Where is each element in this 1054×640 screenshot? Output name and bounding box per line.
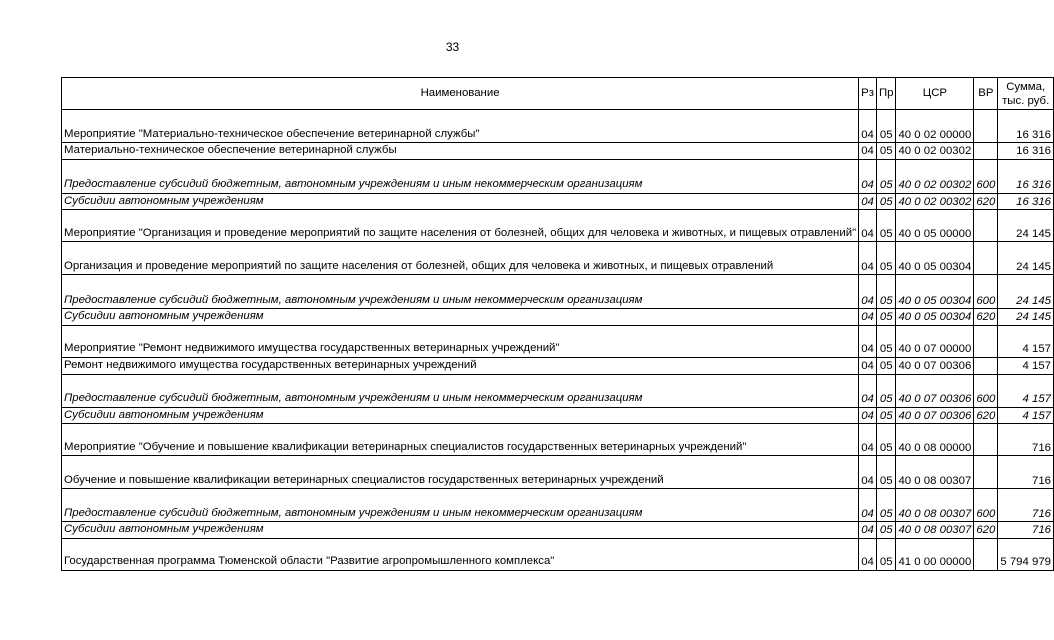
cell-pr: 05 <box>876 407 896 424</box>
cell-name: Мероприятие "Организация и проведение мероприятий по защите населения от болезней, общих для человека и животных, и пищевых отравлений" <box>62 210 859 242</box>
cell-vr <box>974 424 998 456</box>
cell-csr: 41 0 00 00000 <box>896 538 974 570</box>
cell-vr: 600 <box>974 159 998 193</box>
cell-vr <box>974 538 998 570</box>
header-csr: ЦСР <box>896 78 974 110</box>
cell-name: Предоставление субсидий бюджетным, автономным учреждениям и иным некоммерческим организациям <box>62 374 859 407</box>
cell-vr <box>974 110 998 143</box>
table-header-row <box>62 78 1054 110</box>
header-pr: Пр <box>876 78 896 110</box>
table-row <box>62 489 1054 522</box>
cell-sum: 716 <box>998 424 1054 456</box>
table-row <box>62 424 1054 456</box>
cell-rz: 04 <box>859 424 877 456</box>
cell-pr: 05 <box>876 522 896 539</box>
table-row <box>62 309 1054 326</box>
cell-pr: 05 <box>876 143 896 160</box>
cell-vr <box>974 143 998 160</box>
cell-pr: 05 <box>876 374 896 407</box>
table-row <box>62 143 1054 160</box>
table-row <box>62 407 1054 424</box>
cell-sum: 4 157 <box>998 407 1054 424</box>
cell-pr: 05 <box>876 242 896 275</box>
cell-sum: 16 316 <box>998 110 1054 143</box>
cell-name: Государственная программа Тюменской области "Развитие агропромышленного комплекса" <box>62 538 859 570</box>
cell-sum: 24 145 <box>998 275 1054 309</box>
cell-sum: 716 <box>998 489 1054 522</box>
cell-name: Материально-техническое обеспечение ветеринарной службы <box>62 143 859 160</box>
table-body <box>62 110 1054 571</box>
cell-name: Субсидии автономным учреждениям <box>62 522 859 539</box>
table-row <box>62 110 1054 143</box>
cell-rz: 04 <box>859 522 877 539</box>
cell-csr: 40 0 08 00000 <box>896 424 974 456</box>
table-row <box>62 193 1054 210</box>
cell-pr: 05 <box>876 159 896 193</box>
cell-sum: 716 <box>998 522 1054 539</box>
table-row <box>62 357 1054 374</box>
header-rz: Рз <box>859 78 877 110</box>
cell-sum: 24 145 <box>998 309 1054 326</box>
cell-pr: 05 <box>876 456 896 489</box>
cell-rz: 04 <box>859 538 877 570</box>
cell-pr: 05 <box>876 424 896 456</box>
cell-vr: 620 <box>974 407 998 424</box>
cell-csr: 40 0 02 00302 <box>896 193 974 210</box>
cell-name: Субсидии автономным учреждениям <box>62 193 859 210</box>
cell-rz: 04 <box>859 325 877 357</box>
cell-csr: 40 0 05 00304 <box>896 242 974 275</box>
cell-pr: 05 <box>876 309 896 326</box>
cell-sum: 16 316 <box>998 159 1054 193</box>
cell-name: Субсидии автономным учреждениям <box>62 309 859 326</box>
cell-pr: 05 <box>876 193 896 210</box>
cell-csr: 40 0 05 00304 <box>896 275 974 309</box>
table-row <box>62 538 1054 570</box>
cell-vr <box>974 325 998 357</box>
cell-vr <box>974 357 998 374</box>
cell-name: Ремонт недвижимого имущества государственных ветеринарных учреждений <box>62 357 859 374</box>
table-row <box>62 159 1054 193</box>
table-row <box>62 522 1054 539</box>
cell-sum: 4 157 <box>998 325 1054 357</box>
cell-csr: 40 0 07 00000 <box>896 325 974 357</box>
cell-vr: 600 <box>974 374 998 407</box>
table-row <box>62 242 1054 275</box>
cell-csr: 40 0 08 00307 <box>896 522 974 539</box>
cell-name: Субсидии автономным учреждениям <box>62 407 859 424</box>
cell-vr: 600 <box>974 275 998 309</box>
page-number: 33 <box>445 40 460 54</box>
cell-csr: 40 0 05 00000 <box>896 210 974 242</box>
cell-csr: 40 0 07 00306 <box>896 407 974 424</box>
header-sum-label: Сумма, тыс. руб. <box>1002 80 1050 107</box>
cell-csr: 40 0 02 00302 <box>896 143 974 160</box>
cell-rz: 04 <box>859 374 877 407</box>
table-row <box>62 210 1054 242</box>
cell-csr: 40 0 07 00306 <box>896 357 974 374</box>
cell-name: Обучение и повышение квалификации ветеринарных специалистов государственных ветеринарных учреждений <box>62 456 859 489</box>
header-sum <box>998 78 1054 110</box>
cell-sum: 16 316 <box>998 143 1054 160</box>
cell-rz: 04 <box>859 210 877 242</box>
cell-sum: 5 794 979 <box>998 538 1054 570</box>
cell-name: Мероприятие "Материально-техническое обеспечение ветеринарной службы" <box>62 110 859 143</box>
cell-name: Мероприятие "Обучение и повышение квалификации ветеринарных специалистов государственных ветеринарных учреждений" <box>62 424 859 456</box>
cell-rz: 04 <box>859 275 877 309</box>
cell-csr: 40 0 08 00307 <box>896 489 974 522</box>
cell-name: Мероприятие "Ремонт недвижимого имущества государственных ветеринарных учреждений" <box>62 325 859 357</box>
header-name: Наименование <box>62 78 859 110</box>
cell-name: Предоставление субсидий бюджетным, автономным учреждениям и иным некоммерческим организациям <box>62 159 859 193</box>
budget-table <box>61 77 1054 571</box>
cell-sum: 4 157 <box>998 357 1054 374</box>
cell-pr: 05 <box>876 538 896 570</box>
cell-vr: 600 <box>974 489 998 522</box>
cell-pr: 05 <box>876 325 896 357</box>
cell-rz: 04 <box>859 110 877 143</box>
table-row <box>62 456 1054 489</box>
table-row <box>62 275 1054 309</box>
cell-rz: 04 <box>859 242 877 275</box>
cell-name: Предоставление субсидий бюджетным, автономным учреждениям и иным некоммерческим организациям <box>62 489 859 522</box>
cell-rz: 04 <box>859 357 877 374</box>
cell-pr: 05 <box>876 110 896 143</box>
cell-name: Организация и проведение мероприятий по защите населения от болезней, общих для человека и животных, и пищевых отравлений <box>62 242 859 275</box>
cell-vr: 620 <box>974 309 998 326</box>
cell-sum: 4 157 <box>998 374 1054 407</box>
cell-rz: 04 <box>859 309 877 326</box>
cell-csr: 40 0 05 00304 <box>896 309 974 326</box>
cell-sum: 16 316 <box>998 193 1054 210</box>
cell-pr: 05 <box>876 357 896 374</box>
cell-pr: 05 <box>876 275 896 309</box>
cell-pr: 05 <box>876 489 896 522</box>
cell-vr <box>974 456 998 489</box>
cell-rz: 04 <box>859 143 877 160</box>
cell-vr: 620 <box>974 193 998 210</box>
table-row <box>62 374 1054 407</box>
cell-sum: 24 145 <box>998 242 1054 275</box>
cell-name: Предоставление субсидий бюджетным, автономным учреждениям и иным некоммерческим организациям <box>62 275 859 309</box>
cell-rz: 04 <box>859 456 877 489</box>
cell-rz: 04 <box>859 193 877 210</box>
cell-rz: 04 <box>859 407 877 424</box>
table-row <box>62 325 1054 357</box>
cell-rz: 04 <box>859 159 877 193</box>
cell-vr <box>974 210 998 242</box>
cell-csr: 40 0 02 00000 <box>896 110 974 143</box>
cell-pr: 05 <box>876 210 896 242</box>
cell-vr <box>974 242 998 275</box>
cell-vr: 620 <box>974 522 998 539</box>
cell-csr: 40 0 07 00306 <box>896 374 974 407</box>
cell-csr: 40 0 08 00307 <box>896 456 974 489</box>
header-vr: ВР <box>974 78 998 110</box>
cell-csr: 40 0 02 00302 <box>896 159 974 193</box>
cell-sum: 716 <box>998 456 1054 489</box>
cell-sum: 24 145 <box>998 210 1054 242</box>
cell-rz: 04 <box>859 489 877 522</box>
